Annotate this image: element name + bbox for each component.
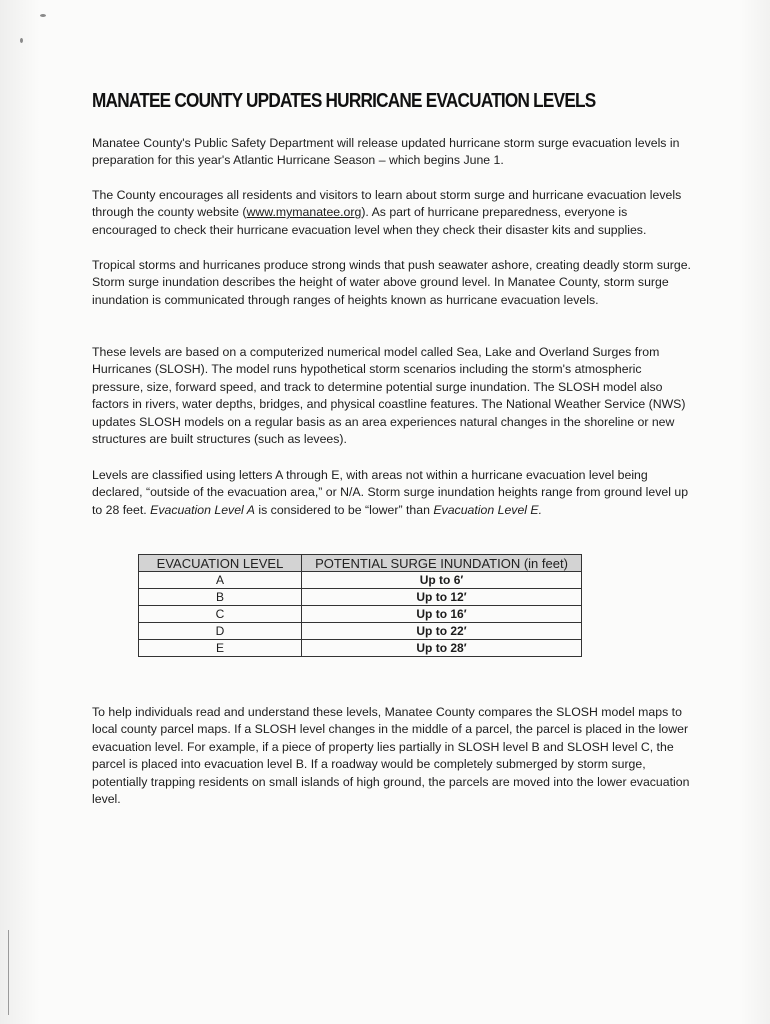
- table-header-row: [139, 555, 582, 572]
- paragraph-text: Tropical storms and hurricanes produce strong winds that push seawater ashore, creating deadly storm surge. Storm surge inundation describes the height of water above ground level. In Manatee County, storm surge inundation is communicated through ranges of heights known as hurricane evacuation levels.: [92, 258, 691, 307]
- cell-level: D: [139, 623, 302, 640]
- paragraph-text: ). As part of hurricane preparedness, everyone is encouraged to check their hurricane evacuation level when they check their disaster kits and supplies.: [92, 205, 647, 237]
- table-row: [139, 572, 582, 589]
- paragraph-text: is considered to be “lower” than: [254, 502, 434, 517]
- column-header-surge: POTENTIAL SURGE INUNDATION (in feet): [302, 555, 582, 572]
- paragraph-text: These levels are based on a computerized numerical model called Sea, Lake and Overland Surges from Hurricanes (SLOSH). The model runs hypothetical storm scenarios including the storm's atmospheric pressure, size, forward speed, and track to determine potential surge inundation. The SLOSH model also factors in rivers, water depths, bridges, and physical coastline features. The National Weather Service (NWS) updates SLOSH models on a regular basis as an area experiences natural changes in the shoreline or new structures are built structures (such as levees).: [92, 345, 686, 447]
- scan-line: [8, 930, 9, 1015]
- paragraph-website: [92, 187, 692, 239]
- paragraph-levels: [92, 467, 692, 519]
- table-row: [139, 589, 582, 606]
- page-title: MANATEE COUNTY UPDATES HURRICANE EVACUATION LEVELS: [92, 90, 596, 112]
- cell-level: E: [139, 640, 302, 657]
- paragraph-slosh-model: [92, 344, 692, 448]
- cell-level: C: [139, 606, 302, 623]
- scan-shadow-left: [0, 0, 40, 1024]
- paragraph-parcel-maps: [92, 704, 692, 808]
- scan-speck: [40, 14, 46, 17]
- cell-level: A: [139, 572, 302, 589]
- column-header-level: EVACUATION LEVEL: [139, 555, 302, 572]
- cell-surge: Up to 12′: [302, 589, 582, 606]
- table-row: [139, 623, 582, 640]
- paragraph-text: Levels are classified using letters A through E, with areas not within a hurricane evacuation level being declared, “outside of the evacuation area,” or N/A. Storm surge inundation heights range from ground level up to 28 feet.: [92, 468, 689, 517]
- cell-surge: Up to 28′: [302, 640, 582, 657]
- evacuation-levels-table: [138, 554, 582, 657]
- paragraph-intro: [92, 135, 692, 170]
- cell-surge: Up to 6′: [302, 572, 582, 589]
- emphasis-level-a: Evacuation Level A: [150, 502, 255, 517]
- scan-speck: [20, 38, 23, 43]
- emphasis-level-e: Evacuation Level E.: [433, 502, 543, 517]
- paragraph-text: To help individuals read and understand these levels, Manatee County compares the SLOSH model maps to local county parcel maps. If a SLOSH level changes in the middle of a parcel, the parcel is placed in the lower evacuation level. For example, if a piece of property lies partially in SLOSH level B and SLOSH level C, the parcel is placed into evacuation level B. If a roadway would be completely submerged by storm surge, potentially trapping residents on small islands of high ground, the parcels are moved into the lower evacuation level.: [92, 705, 690, 807]
- cell-surge: Up to 22′: [302, 623, 582, 640]
- cell-surge: Up to 16′: [302, 606, 582, 623]
- paragraph-storm-surge: [92, 257, 692, 309]
- table-row: [139, 606, 582, 623]
- cell-level: B: [139, 589, 302, 606]
- county-website-link[interactable]: www.mymanatee.org: [246, 205, 362, 220]
- paragraph-text: Manatee County's Public Safety Department will release updated hurricane storm surge evacuation levels in preparation for this year's Atlantic Hurricane Season – which begins June 1.: [92, 136, 680, 168]
- table-row: [139, 640, 582, 657]
- paragraph-text: The County encourages all residents and visitors to learn about storm surge and hurricane evacuation levels through the county website (: [92, 188, 682, 220]
- scan-shadow-right: [740, 0, 770, 1024]
